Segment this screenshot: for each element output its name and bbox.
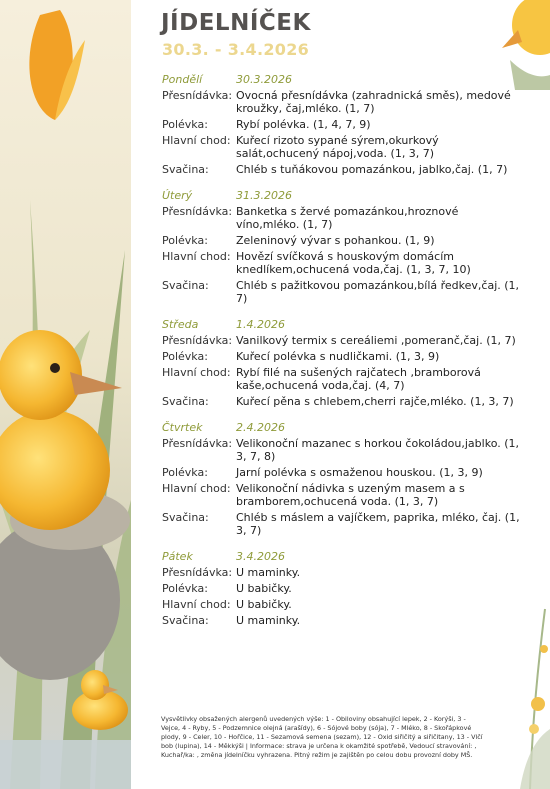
meal-row [162,279,522,305]
day-monday [162,73,522,176]
meal-label: Hlavní chod: [162,134,231,147]
day-header [162,189,522,202]
meal-label: Svačina: [162,614,209,627]
meal-text: Hovězí svíčková s houskovým domácím knedlíkem,ochucená voda,čaj. (1, 3, 7, 10) [236,250,471,276]
day-header [162,421,522,434]
day-name: Středa [162,318,199,331]
day-wednesday [162,318,522,408]
meal-label: Polévka: [162,234,208,247]
meal-row [162,205,522,231]
meal-row [162,395,522,408]
meal-text: Zeleninový vývar s pohankou. (1, 9) [236,234,435,247]
day-date: 2.4.2026 [236,421,285,434]
meal-row [162,511,522,537]
meal-text: Chléb s pažitkovou pomazánkou,bílá ředkev,čaj. (1, 7) [236,279,520,305]
meal-row [162,614,522,627]
meal-text: Rybí polévka. (1, 4, 7, 9) [236,118,371,131]
meal-text: U maminky. [236,566,301,579]
meal-row [162,582,522,595]
day-date: 1.4.2026 [236,318,285,331]
day-date: 30.3.2026 [236,73,292,86]
meal-row [162,437,522,463]
duck-illustration-graphic [0,0,131,789]
meal-row [162,250,522,276]
meal-label: Polévka: [162,118,208,131]
meal-label: Svačina: [162,163,209,176]
day-name: Pátek [162,550,193,563]
meal-row [162,118,522,131]
page-title: JÍDELNÍČEK [161,10,311,36]
meal-label: Přesnídávka: [162,566,233,579]
meal-label: Hlavní chod: [162,482,231,495]
meal-row [162,566,522,579]
day-header [162,318,522,331]
meal-row [162,598,522,611]
day-header [162,73,522,86]
meal-text: Vanilkový termix s cereáliemi ,pomeranč,čaj. (1, 7) [236,334,516,347]
meal-label: Polévka: [162,582,208,595]
meal-label: Svačina: [162,511,209,524]
meal-row [162,134,522,160]
allergen-footnote: Vysvětlivky obsažených alergenů uvedených výše: 1 - Obiloviny obsahující lepek, 2 - Korýši, 3 - Vejce, 4 - Ryby, 5 - Podzemnice olejná (arašídy), 6 - Sójové boby (sója), 7 - Mléko, 8 - Skořápkové plody, 9 - Celer, 10 - Hořčice, 11 - Sezamová semena (sezam), 12 - Oxid siřičitý a siřičitany, 13 - Vlčí bob (lupina), 14 - Měkkýši | Informace: strava je určena k okamžité spotřebě, Vedoucí stravování: , Kuchař/ka: , změna jídelníčku vyhrazena. Pitný režim je zajištěn po celou dobu provozní doby MŠ. [161,715,483,759]
day-name: Čtvrtek [162,421,203,434]
day-friday [162,550,522,627]
day-name: Úterý [162,189,193,202]
duck-illustration [0,0,131,789]
meal-row [162,334,522,347]
day-thursday [162,421,522,537]
meal-text: Jarní polévka s osmaženou houskou. (1, 3, 9) [236,466,483,479]
meal-label: Hlavní chod: [162,250,231,263]
meal-row [162,482,522,508]
meal-label: Polévka: [162,466,208,479]
meal-row [162,234,522,247]
meal-row [162,466,522,479]
day-name: Pondělí [162,73,203,86]
meal-label: Přesnídávka: [162,89,233,102]
meal-row [162,89,522,115]
meal-label: Polévka: [162,350,208,363]
weekly-menu [162,73,522,640]
meal-text: Banketka s žervé pomazánkou,hroznové víno,mléko. (1, 7) [236,205,459,231]
meal-text: Kuřecí rizoto sypané sýrem,okurkový salát,ochucený nápoj,voda. (1, 3, 7) [236,134,439,160]
meal-text: Rybí filé na sušených rajčatech ,bramborová kaše,ochucená voda,čaj. (4, 7) [236,366,481,392]
meal-row [162,163,522,176]
meal-label: Svačina: [162,395,209,408]
meal-text: Velikonoční mazanec s horkou čokoládou,jablko. (1, 3, 7, 8) [236,437,520,463]
meal-text: Chléb s máslem a vajíčkem, paprika, mléko, čaj. (1, 3, 7) [236,511,520,537]
meal-label: Přesnídávka: [162,205,233,218]
meal-label: Přesnídávka: [162,437,233,450]
meal-label: Přesnídávka: [162,334,233,347]
meal-text: Velikonoční nádivka s uzeným masem a s bramborem,ochucená voda. (1, 3, 7) [236,482,465,508]
meal-row [162,366,522,392]
week-date-range: 30.3. - 3.4.2026 [162,40,310,59]
day-tuesday [162,189,522,305]
meal-label: Svačina: [162,279,209,292]
meal-text: U babičky. [236,598,292,611]
meal-text: Kuřecí pěna s chlebem,cherri rajče,mléko. (1, 3, 7) [236,395,514,408]
day-date: 3.4.2026 [236,550,285,563]
meal-text: Chléb s tuňákovou pomazánkou, jablko,čaj. (1, 7) [236,163,508,176]
day-header [162,550,522,563]
meal-text: Kuřecí polévka s nudličkami. (1, 3, 9) [236,350,440,363]
meal-text: U babičky. [236,582,292,595]
day-date: 31.3.2026 [236,189,292,202]
meal-text: Ovocná přesnídávka (zahradnická směs), medové kroužky, čaj,mléko. (1, 7) [236,89,511,115]
meal-label: Hlavní chod: [162,598,231,611]
meal-row [162,350,522,363]
meal-text: U maminky. [236,614,301,627]
meal-label: Hlavní chod: [162,366,231,379]
